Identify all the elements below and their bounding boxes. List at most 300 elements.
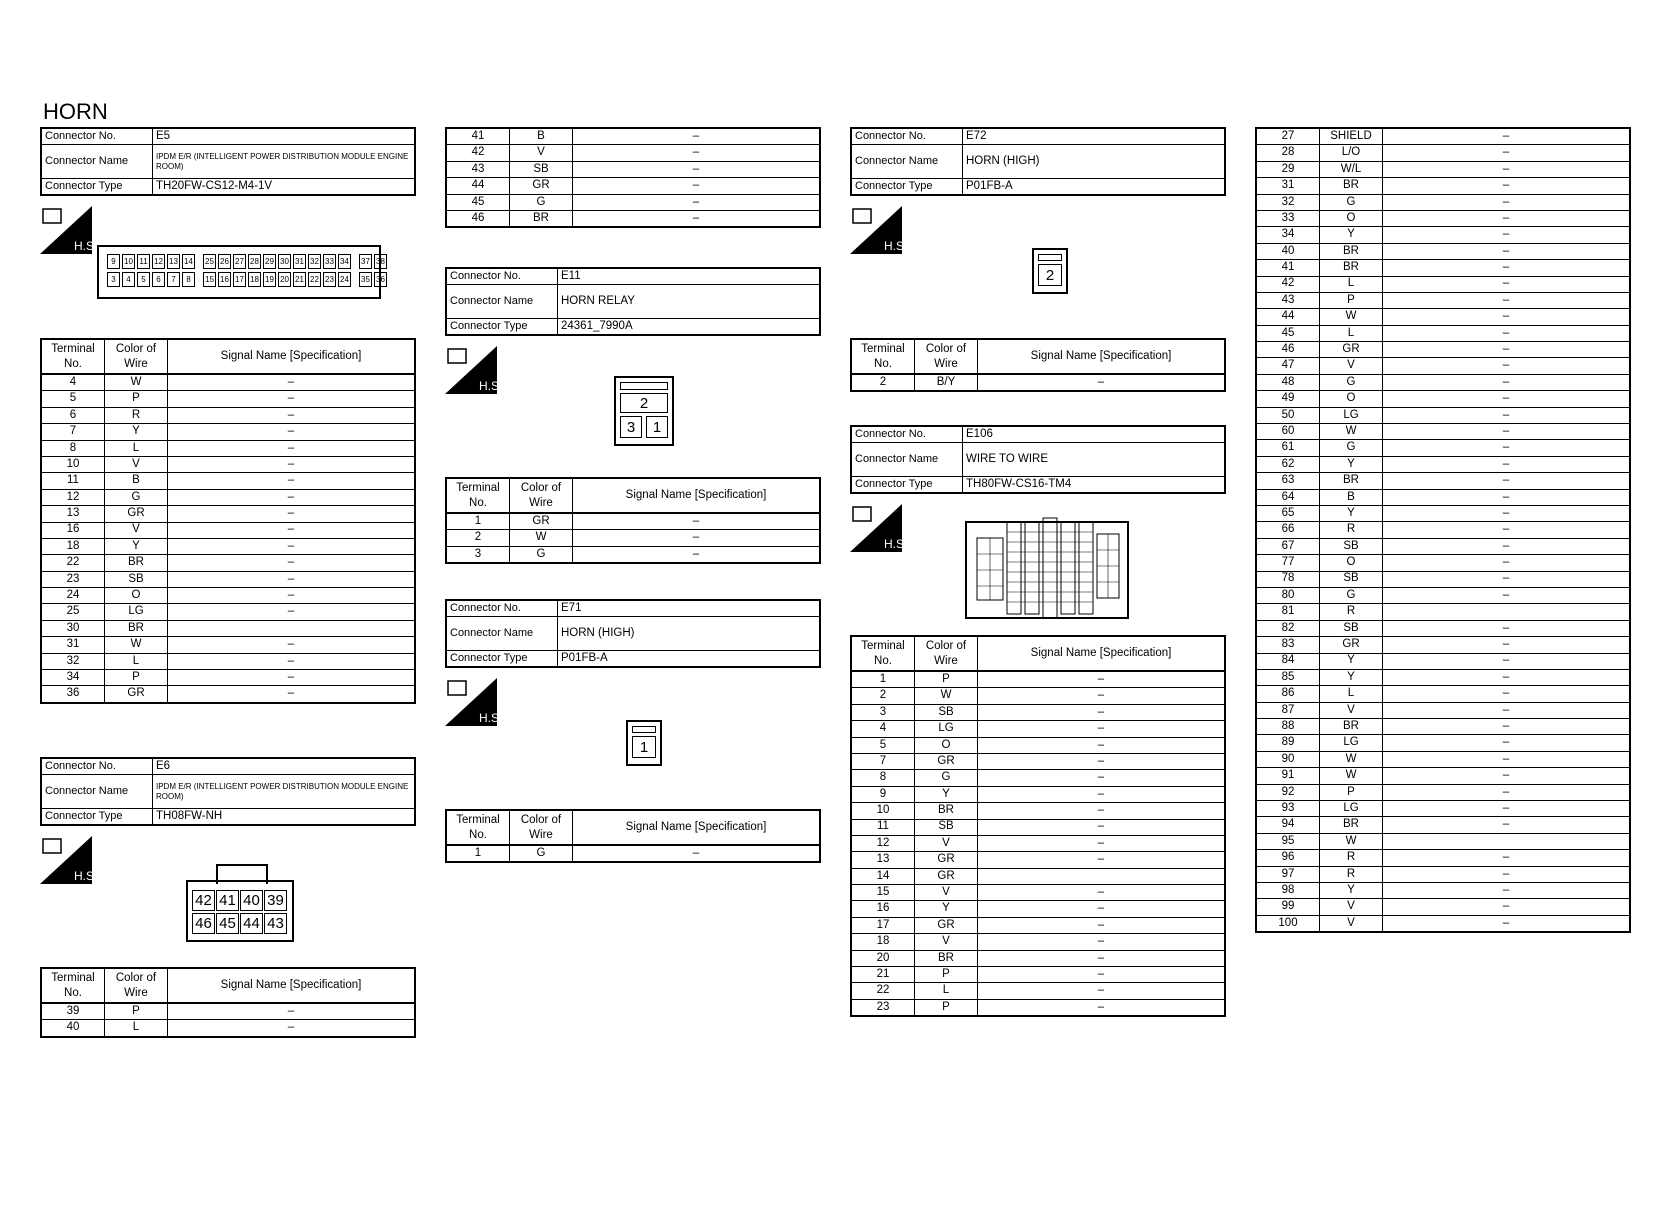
- terminal-no-cell: 7: [41, 424, 105, 440]
- connector-no-value: E72: [963, 128, 1226, 145]
- table-row: [1256, 424, 1630, 440]
- signal-name-cell: –: [978, 852, 1226, 868]
- signal-name-cell: –: [1383, 669, 1631, 685]
- pin-2: 2: [1038, 264, 1062, 286]
- label-connector-type: Connector Type: [41, 809, 153, 826]
- wire-color-cell: Y: [1320, 227, 1383, 243]
- wire-color-cell: Y: [1320, 882, 1383, 898]
- wire-color-cell: Y: [105, 424, 168, 440]
- signal-name-cell: –: [573, 145, 821, 161]
- signal-name-cell: –: [1383, 702, 1631, 718]
- signal-name-cell: –: [978, 934, 1226, 950]
- terminal-no-cell: 40: [41, 1020, 105, 1037]
- terminal-no-cell: 16: [851, 901, 915, 917]
- terminal-no-cell: 98: [1256, 882, 1320, 898]
- table-row: [446, 845, 820, 862]
- svg-text:H.S.: H.S.: [74, 869, 98, 883]
- table-row: [41, 456, 415, 472]
- connector-pin: 30: [278, 254, 291, 269]
- terminal-table-e6-continued: [445, 127, 821, 228]
- signal-name-cell: –: [1383, 424, 1631, 440]
- signal-name-cell: –: [1383, 210, 1631, 226]
- terminal-no-cell: 8: [851, 770, 915, 786]
- table-row: [851, 983, 1225, 999]
- header-color-of-wire: Color of Wire: [915, 636, 978, 671]
- label-connector-name: Connector Name: [41, 145, 153, 179]
- signal-name-cell: –: [168, 538, 416, 554]
- terminal-no-cell: 1: [851, 671, 915, 688]
- connector-pin: 17: [233, 272, 246, 287]
- wire-color-cell: P: [105, 391, 168, 407]
- wire-color-cell: O: [1320, 555, 1383, 571]
- wire-color-cell: GR: [1320, 637, 1383, 653]
- signal-name-cell: –: [1383, 440, 1631, 456]
- terminal-no-cell: 45: [446, 194, 510, 210]
- svg-text:H.S.: H.S.: [884, 239, 908, 253]
- table-row: [851, 901, 1225, 917]
- connector-pin: 11: [137, 254, 150, 269]
- table-row: [851, 950, 1225, 966]
- connector-pin: 43: [264, 913, 287, 934]
- signal-name-cell: –: [573, 546, 821, 563]
- terminal-no-cell: 62: [1256, 456, 1320, 472]
- signal-name-cell: –: [168, 456, 416, 472]
- svg-text:H.S.: H.S.: [74, 239, 98, 253]
- wire-color-cell: Y: [915, 786, 978, 802]
- wire-color-cell: BR: [1320, 178, 1383, 194]
- signal-name-cell: [1383, 604, 1631, 620]
- connector-name-value: IPDM E/R (INTELLIGENT POWER DISTRIBUTION MODULE ENGINE ROOM): [153, 145, 416, 179]
- signal-name-cell: –: [1383, 735, 1631, 751]
- connector-e11-face: [614, 376, 674, 446]
- connector-pin: 14: [182, 254, 195, 269]
- connector-pin: 10: [122, 254, 135, 269]
- wire-color-cell: W: [1320, 424, 1383, 440]
- hs-badge-icon: [445, 678, 503, 726]
- table-row: [1256, 325, 1630, 341]
- table-row: [1256, 505, 1630, 521]
- header-terminal-no: Terminal No.: [851, 636, 915, 671]
- signal-name-cell: –: [978, 688, 1226, 704]
- header-signal-name: Signal Name [Specification]: [978, 636, 1226, 671]
- wire-color-cell: LG: [1320, 407, 1383, 423]
- terminal-no-cell: 100: [1256, 915, 1320, 932]
- wire-color-cell: B: [105, 473, 168, 489]
- signal-name-cell: –: [168, 407, 416, 423]
- terminal-no-cell: 96: [1256, 850, 1320, 866]
- terminal-no-cell: 49: [1256, 391, 1320, 407]
- table-row: [851, 868, 1225, 884]
- signal-name-cell: –: [1383, 817, 1631, 833]
- wire-color-cell: W: [1320, 751, 1383, 767]
- terminal-no-cell: 6: [41, 407, 105, 423]
- table-row: [1256, 227, 1630, 243]
- wire-color-cell: V: [1320, 702, 1383, 718]
- terminal-no-cell: 25: [41, 604, 105, 620]
- table-row: [446, 513, 820, 530]
- terminal-no-cell: 5: [41, 391, 105, 407]
- table-row: [851, 737, 1225, 753]
- terminal-no-cell: 40: [1256, 243, 1320, 259]
- table-row: [1256, 407, 1630, 423]
- terminal-no-cell: 47: [1256, 358, 1320, 374]
- signal-name-cell: –: [1383, 571, 1631, 587]
- signal-name-cell: –: [168, 374, 416, 391]
- header-terminal-no: Terminal No.: [851, 339, 915, 374]
- table-row: [41, 374, 415, 391]
- table-row: [1256, 915, 1630, 932]
- signal-name-cell: –: [978, 786, 1226, 802]
- terminal-no-cell: 39: [41, 1003, 105, 1020]
- wire-color-cell: BR: [510, 210, 573, 227]
- header-signal-name: Signal Name [Specification]: [168, 339, 416, 374]
- terminal-no-cell: 67: [1256, 538, 1320, 554]
- wire-color-cell: W: [105, 637, 168, 653]
- terminal-no-cell: 30: [41, 620, 105, 636]
- connector-e5-face: [97, 245, 385, 299]
- wire-color-cell: V: [105, 522, 168, 538]
- connector-pin: 23: [323, 272, 336, 287]
- label-connector-no: Connector No.: [851, 426, 963, 443]
- pin-1: 1: [646, 416, 668, 438]
- connector-type-value: TH08FW-NH: [153, 809, 416, 826]
- pin-1: 1: [632, 736, 656, 758]
- terminal-no-cell: 46: [446, 210, 510, 227]
- terminal-no-cell: 42: [446, 145, 510, 161]
- connector-pin: 32: [308, 254, 321, 269]
- wire-color-cell: R: [1320, 522, 1383, 538]
- header-signal-name: Signal Name [Specification]: [573, 810, 821, 845]
- table-row: [1256, 669, 1630, 685]
- wire-color-cell: G: [1320, 374, 1383, 390]
- terminal-no-cell: 2: [851, 688, 915, 704]
- signal-name-cell: –: [1383, 374, 1631, 390]
- signal-name-cell: –: [168, 653, 416, 669]
- connector-e71: [445, 599, 821, 668]
- connector-pin: 4: [122, 272, 135, 287]
- wire-color-cell: W: [1320, 309, 1383, 325]
- connector-pin: 12: [152, 254, 165, 269]
- terminal-no-cell: 15: [851, 885, 915, 901]
- wire-color-cell: G: [105, 489, 168, 505]
- connector-pin: 5: [137, 272, 150, 287]
- connector-type-value: P01FB-A: [558, 651, 821, 668]
- table-row: [1256, 866, 1630, 882]
- hs-badge-icon: [445, 346, 503, 394]
- terminal-no-cell: 22: [41, 555, 105, 571]
- connector-name-value: IPDM E/R (INTELLIGENT POWER DISTRIBUTION MODULE ENGINE ROOM): [153, 775, 416, 809]
- terminal-no-cell: 61: [1256, 440, 1320, 456]
- terminal-no-cell: 3: [851, 704, 915, 720]
- table-row: [1256, 735, 1630, 751]
- wire-color-cell: BR: [1320, 473, 1383, 489]
- terminal-no-cell: 95: [1256, 833, 1320, 849]
- wire-color-cell: G: [510, 194, 573, 210]
- terminal-no-cell: 18: [41, 538, 105, 554]
- signal-name-cell: –: [1383, 489, 1631, 505]
- connector-pin: 18: [248, 272, 261, 287]
- table-row: [446, 530, 820, 546]
- connector-type-value: TH80FW-CS16-TM4: [963, 477, 1226, 494]
- signal-name-cell: –: [978, 885, 1226, 901]
- table-row: [1256, 751, 1630, 767]
- wire-color-cell: P: [915, 671, 978, 688]
- wire-color-cell: BR: [1320, 817, 1383, 833]
- wire-color-cell: BR: [1320, 260, 1383, 276]
- label-connector-type: Connector Type: [41, 179, 153, 196]
- terminal-no-cell: 5: [851, 737, 915, 753]
- wire-color-cell: GR: [915, 917, 978, 933]
- table-row: [1256, 473, 1630, 489]
- table-row: [851, 374, 1225, 391]
- header-terminal-no: Terminal No.: [41, 339, 105, 374]
- connector-type-value: 24361_7990A: [558, 319, 821, 336]
- terminal-no-cell: 1: [446, 845, 510, 862]
- wire-color-cell: R: [1320, 866, 1383, 882]
- connector-pin: 19: [263, 272, 276, 287]
- wire-color-cell: SB: [1320, 620, 1383, 636]
- terminal-no-cell: 7: [851, 753, 915, 769]
- table-row: [1256, 260, 1630, 276]
- signal-name-cell: –: [168, 440, 416, 456]
- connector-pin: 21: [293, 272, 306, 287]
- table-row: [41, 620, 415, 636]
- terminal-table-e106: [850, 635, 1226, 1017]
- terminal-no-cell: 12: [851, 835, 915, 851]
- table-row: [41, 407, 415, 423]
- table-row: [1256, 309, 1630, 325]
- wire-color-cell: BR: [915, 803, 978, 819]
- signal-name-cell: –: [1383, 194, 1631, 210]
- terminal-no-cell: 9: [851, 786, 915, 802]
- wire-color-cell: SB: [1320, 538, 1383, 554]
- signal-name-cell: –: [978, 704, 1226, 720]
- signal-name-cell: –: [978, 803, 1226, 819]
- wire-color-cell: BR: [1320, 243, 1383, 259]
- table-row: [41, 604, 415, 620]
- wire-color-cell: P: [1320, 292, 1383, 308]
- hs-badge-icon: [40, 836, 98, 884]
- header-signal-name: Signal Name [Specification]: [978, 339, 1226, 374]
- terminal-no-cell: 78: [1256, 571, 1320, 587]
- table-row: [851, 917, 1225, 933]
- signal-name-cell: –: [168, 1003, 416, 1020]
- signal-name-cell: –: [1383, 587, 1631, 603]
- table-row: [446, 178, 820, 194]
- signal-name-cell: –: [1383, 686, 1631, 702]
- table-row: [851, 671, 1225, 688]
- wire-color-cell: SB: [105, 571, 168, 587]
- wire-color-cell: G: [510, 546, 573, 563]
- wire-color-cell: G: [1320, 440, 1383, 456]
- wire-color-cell: SB: [915, 819, 978, 835]
- table-row: [1256, 784, 1630, 800]
- wire-color-cell: G: [1320, 587, 1383, 603]
- signal-name-cell: –: [978, 753, 1226, 769]
- terminal-no-cell: 29: [1256, 161, 1320, 177]
- table-row: [1256, 899, 1630, 915]
- signal-name-cell: –: [1383, 391, 1631, 407]
- signal-name-cell: –: [1383, 309, 1631, 325]
- terminal-table-e11: [445, 477, 821, 564]
- label-connector-name: Connector Name: [446, 617, 558, 651]
- table-row: [1256, 456, 1630, 472]
- wire-color-cell: B/Y: [915, 374, 978, 391]
- connector-pin: 8: [182, 272, 195, 287]
- table-row: [41, 522, 415, 538]
- pin-2: 2: [620, 393, 668, 413]
- wire-color-cell: L: [105, 1020, 168, 1037]
- connector-pin: 7: [167, 272, 180, 287]
- signal-name-cell: –: [573, 210, 821, 227]
- header-signal-name: Signal Name [Specification]: [168, 968, 416, 1003]
- signal-name-cell: –: [1383, 128, 1631, 145]
- terminal-no-cell: 11: [41, 473, 105, 489]
- terminal-no-cell: 10: [851, 803, 915, 819]
- terminal-no-cell: 65: [1256, 505, 1320, 521]
- wire-color-cell: Y: [1320, 456, 1383, 472]
- wire-color-cell: W: [510, 530, 573, 546]
- signal-name-cell: –: [1383, 637, 1631, 653]
- table-row: [1256, 243, 1630, 259]
- table-row: [1256, 342, 1630, 358]
- wire-color-cell: W: [105, 374, 168, 391]
- terminal-no-cell: 16: [41, 522, 105, 538]
- signal-name-cell: –: [1383, 473, 1631, 489]
- hs-badge-icon: [40, 206, 98, 254]
- terminal-no-cell: 41: [446, 128, 510, 145]
- table-row: [1256, 358, 1630, 374]
- signal-name-cell: –: [1383, 751, 1631, 767]
- table-row: [851, 967, 1225, 983]
- terminal-no-cell: 84: [1256, 653, 1320, 669]
- table-row: [446, 546, 820, 563]
- terminal-no-cell: 4: [851, 721, 915, 737]
- table-row: [1256, 882, 1630, 898]
- signal-name-cell: –: [168, 391, 416, 407]
- signal-name-cell: –: [978, 721, 1226, 737]
- wire-color-cell: LG: [1320, 735, 1383, 751]
- wire-color-cell: P: [915, 967, 978, 983]
- wire-color-cell: G: [1320, 194, 1383, 210]
- connector-pin: 45: [216, 913, 239, 934]
- wire-color-cell: BR: [105, 555, 168, 571]
- wire-color-cell: GR: [915, 852, 978, 868]
- terminal-no-cell: 12: [41, 489, 105, 505]
- connector-pin: 27: [233, 254, 246, 269]
- wire-color-cell: V: [1320, 899, 1383, 915]
- wire-color-cell: L: [105, 440, 168, 456]
- wire-color-cell: L: [1320, 325, 1383, 341]
- signal-name-cell: –: [1383, 358, 1631, 374]
- terminal-no-cell: 2: [446, 530, 510, 546]
- signal-name-cell: –: [978, 999, 1226, 1016]
- signal-name-cell: –: [978, 950, 1226, 966]
- connector-pin: 3: [107, 272, 120, 287]
- connector-pin: 38: [374, 254, 387, 269]
- header-color-of-wire: Color of Wire: [510, 478, 573, 513]
- wire-color-cell: LG: [915, 721, 978, 737]
- terminal-no-cell: 80: [1256, 587, 1320, 603]
- connector-pin: 36: [374, 272, 387, 287]
- table-row: [1256, 178, 1630, 194]
- terminal-no-cell: 66: [1256, 522, 1320, 538]
- label-connector-name: Connector Name: [41, 775, 153, 809]
- connector-pin: 37: [359, 254, 372, 269]
- table-row: [851, 704, 1225, 720]
- wire-color-cell: GR: [510, 513, 573, 530]
- connector-pin: 42: [192, 890, 215, 911]
- signal-name-cell: –: [978, 671, 1226, 688]
- connector-e6: [40, 757, 416, 826]
- table-row: [446, 210, 820, 227]
- wire-color-cell: R: [1320, 850, 1383, 866]
- wire-color-cell: P: [105, 670, 168, 686]
- table-row: [41, 506, 415, 522]
- signal-name-cell: –: [978, 967, 1226, 983]
- table-row: [851, 999, 1225, 1016]
- wire-color-cell: Y: [1320, 505, 1383, 521]
- connector-pin: 6: [152, 272, 165, 287]
- terminal-no-cell: 36: [41, 686, 105, 703]
- connector-pin: 44: [240, 913, 263, 934]
- terminal-no-cell: 44: [446, 178, 510, 194]
- terminal-no-cell: 50: [1256, 407, 1320, 423]
- wire-color-cell: BR: [915, 950, 978, 966]
- label-connector-type: Connector Type: [446, 319, 558, 336]
- terminal-no-cell: 93: [1256, 801, 1320, 817]
- connector-name-value: HORN RELAY: [558, 285, 821, 319]
- signal-name-cell: –: [1383, 407, 1631, 423]
- wire-color-cell: Y: [105, 538, 168, 554]
- table-row: [1256, 194, 1630, 210]
- connector-pin: 9: [107, 254, 120, 269]
- terminal-no-cell: 21: [851, 967, 915, 983]
- wire-color-cell: Y: [1320, 669, 1383, 685]
- signal-name-cell: –: [573, 513, 821, 530]
- table-row: [851, 688, 1225, 704]
- signal-name-cell: –: [978, 819, 1226, 835]
- wire-color-cell: O: [915, 737, 978, 753]
- signal-name-cell: –: [1383, 866, 1631, 882]
- wire-color-cell: W: [1320, 833, 1383, 849]
- signal-name-cell: –: [1383, 882, 1631, 898]
- terminal-no-cell: 94: [1256, 817, 1320, 833]
- connector-pin: 46: [192, 913, 215, 934]
- wire-color-cell: GR: [915, 753, 978, 769]
- wire-color-cell: P: [915, 999, 978, 1016]
- terminal-no-cell: 20: [851, 950, 915, 966]
- wire-color-cell: Y: [1320, 653, 1383, 669]
- terminal-no-cell: 13: [41, 506, 105, 522]
- signal-name-cell: –: [573, 178, 821, 194]
- wire-color-cell: V: [1320, 915, 1383, 932]
- wire-color-cell: SB: [1320, 571, 1383, 587]
- signal-name-cell: –: [978, 374, 1226, 391]
- table-row: [446, 128, 820, 145]
- table-row: [1256, 620, 1630, 636]
- terminal-table-e71: [445, 809, 821, 863]
- connector-e72-face: [1032, 248, 1068, 294]
- signal-name-cell: –: [168, 489, 416, 505]
- table-row: [1256, 128, 1630, 145]
- connector-pin: 41: [216, 890, 239, 911]
- connector-pin: 15: [203, 272, 216, 287]
- signal-name-cell: –: [1383, 555, 1631, 571]
- signal-name-cell: –: [1383, 227, 1631, 243]
- header-signal-name: Signal Name [Specification]: [573, 478, 821, 513]
- svg-text:H.S.: H.S.: [479, 379, 503, 393]
